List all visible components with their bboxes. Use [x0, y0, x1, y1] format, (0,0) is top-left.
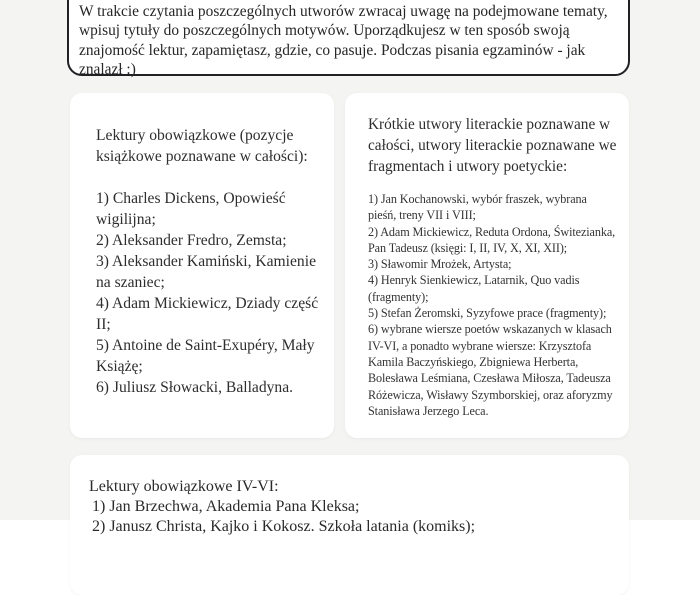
intro-note-text: W trakcie czytania poszczególnych utworów zwracaj uwagę na podejmowane tematy, wpisuj tytuły do poszczególnych motywów. Uporządkujesz w ten sposób swoją znajomość lektur, zapamiętasz, gdzie, co pasuje. Podczas pisania egzaminów - jak znalazł :)	[79, 3, 608, 78]
list-item: 5) Stefan Żeromski, Syzyfowe prace (fragmenty);	[368, 306, 607, 321]
readings-iv-vi-card	[70, 455, 629, 595]
readings-iv-vi-list	[89, 497, 609, 537]
list-item: 6) wybrane wiersze poetów wskazanych w klasach IV-VI, a ponadto wybrane wiersze: Krzysztofa Kamila Baczyńskiego, Zbigniewa Herberta, Bolesława Leśmiana, Czesława Miłosza, Tadeusza Różewicza, Wisławy Szymborskiej, oraz aforyzmy Stanisława Jerzego Leca.	[368, 322, 613, 418]
list-item: 1) Jan Brzechwa, Akademia Pana Kleksa;	[92, 498, 360, 515]
readings-iv-vi-header: Lektury obowiązkowe IV-VI:	[89, 478, 279, 495]
list-item: 2) Adam Mickiewicz, Reduta Ordona, Świtezianka, Pan Tadeusz (księgi: I, II, IV, X, XI, XII);	[368, 224, 616, 255]
list-item: 3) Sławomir Mrożek, Artysta;	[368, 257, 512, 272]
required-readings-list	[96, 188, 320, 398]
list-item: 4) Henryk Sienkiewicz, Latarnik, Quo vadis (fragmenty);	[368, 273, 580, 304]
list-item: 4) Adam Mickiewicz, Dziady część II;	[96, 295, 319, 333]
intro-note-box	[67, 0, 630, 76]
short-works-list	[368, 191, 617, 419]
list-item: 5) Antoine de Saint-Exupéry, Mały Książę;	[96, 337, 315, 375]
required-readings-card	[70, 93, 334, 438]
required-readings-header: Lektury obowiązkowe (pozycje książkowe poznawane w całości):	[96, 127, 308, 165]
list-item: 1) Jan Kochanowski, wybór fraszek, wybrana pieśń, treny VII i VIII;	[368, 192, 587, 223]
short-works-card	[345, 93, 629, 438]
list-item: 1) Charles Dickens, Opowieść wigilijna;	[96, 190, 286, 228]
list-item: 2) Janusz Christa, Kajko i Kokosz. Szkoła latania (komiks);	[92, 518, 476, 535]
list-item: 2) Aleksander Fredro, Zemsta;	[96, 232, 287, 249]
list-item: 6) Juliusz Słowacki, Balladyna.	[96, 379, 294, 396]
short-works-header: Krótkie utwory literackie poznawane w całości, utwory literackie poznawane we fragmentach i utwory poetyckie:	[368, 116, 617, 175]
list-item: 3) Aleksander Kamiński, Kamienie na szaniec;	[96, 253, 316, 291]
